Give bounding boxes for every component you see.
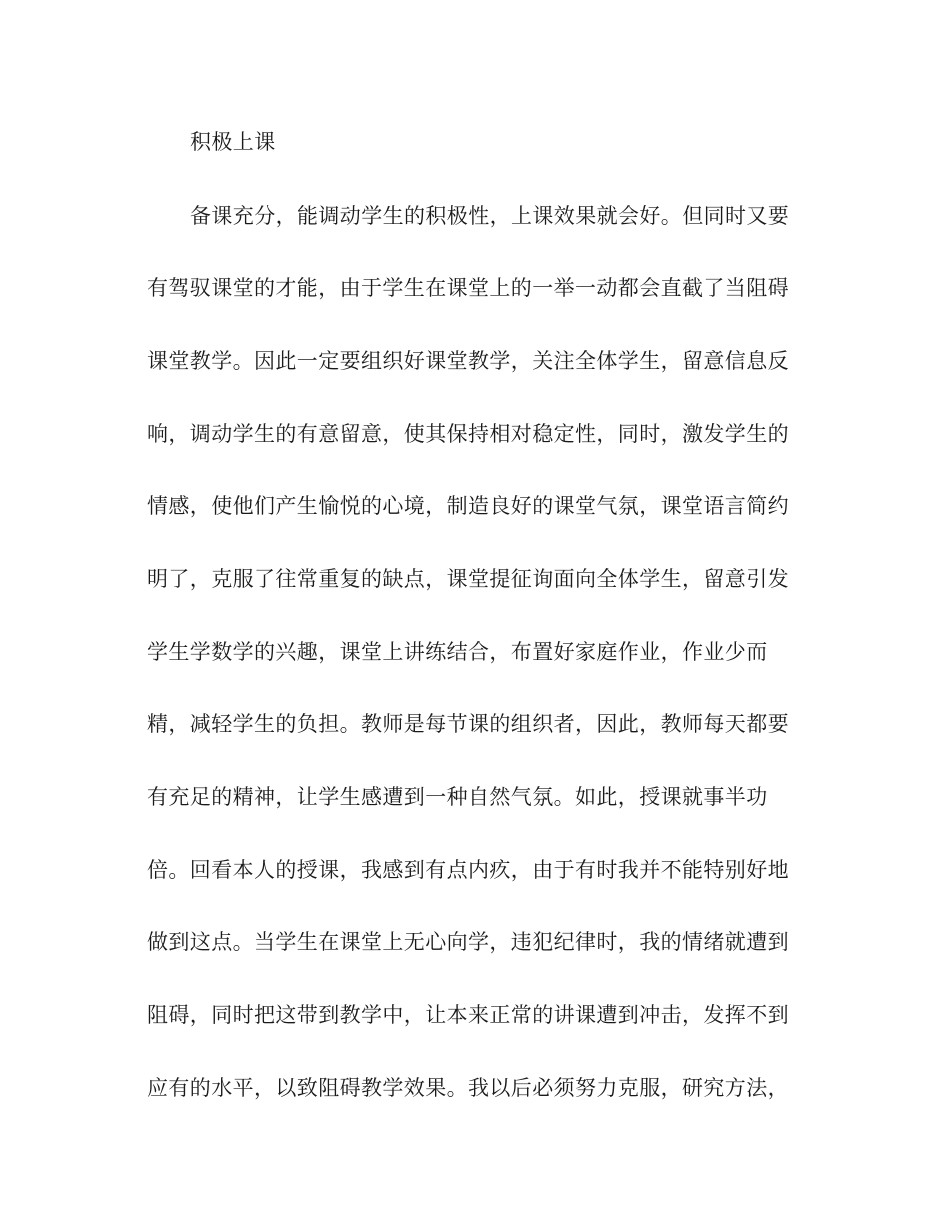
paragraph-line: 响，调动学生的有意留意，使其保持相对稳定性，同时，激发学生的: [147, 422, 789, 446]
paragraph-line: 精，减轻学生的负担。教师是每节课的组织者，因此，教师每天都要: [147, 712, 789, 736]
paragraph-line: 学生学数学的兴趣，课堂上讲练结合，布置好家庭作业，作业少而: [147, 640, 768, 664]
paragraph-line: 备课充分，能调动学生的积极性，上课效果就会好。但同时又要: [190, 204, 790, 228]
paragraph-line: 情感，使他们产生愉悦的心境，制造良好的课堂气氛，课堂语言简约: [147, 494, 789, 518]
paragraph-line: 明了，克服了往常重复的缺点，课堂提征询面向全体学生，留意引发: [147, 567, 789, 591]
paragraph-line: 课堂教学。因此一定要组织好课堂教学，关注全体学生，留意信息反: [147, 349, 789, 373]
paragraph-line: 有驾驭课堂的才能，由于学生在课堂上的一举一动都会直截了当阻碍: [147, 276, 789, 300]
paragraph-line: 做到这点。当学生在课堂上无心向学，违犯纪律时，我的情绪就遭到: [147, 930, 789, 954]
section-heading: 积极上课: [190, 130, 276, 154]
paragraph-line: 有充足的精神，让学生感遭到一种自然气氛。如此，授课就事半功: [147, 785, 768, 809]
paragraph-line: 倍。回看本人的授课，我感到有点内疚，由于有时我并不能特别好地: [147, 858, 789, 882]
paragraph-line: 应有的水平，以致阻碍教学效果。我以后必须努力克服，研究方法，: [147, 1076, 789, 1100]
paragraph-line: 阻碍，同时把这带到教学中，让本来正常的讲课遭到冲击，发挥不到: [147, 1003, 789, 1027]
